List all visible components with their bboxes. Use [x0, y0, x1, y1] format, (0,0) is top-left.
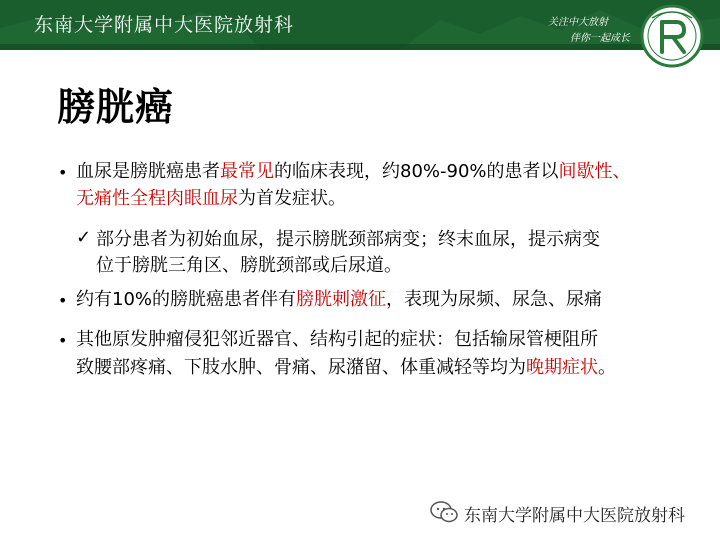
watermark-text: 东南大学附属中大医院放射科	[464, 506, 685, 526]
highlight-segment: 最常见	[220, 161, 274, 182]
text-segment: 部分患者为初始血尿，提示膀胱颈部病变；终末血尿，提示病变	[96, 229, 600, 250]
bullet-marker: •	[58, 163, 68, 182]
text-segment: 约有10%的膀胱癌患者伴有	[76, 289, 297, 310]
hospital-logo-icon	[640, 4, 704, 68]
text-segment: 致腰部疼痛、下肢水肿、骨痛、尿潴留、体重减轻等均为	[76, 357, 526, 378]
text-segment: 为首发症状。	[238, 188, 346, 209]
highlight-segment: 间歇性、	[558, 161, 631, 182]
highlight-segment: 无痛性全程肉眼血尿	[76, 188, 238, 209]
header-banner	[0, 0, 720, 50]
bullet-4-line-2	[76, 355, 616, 381]
bullet-marker: •	[58, 331, 68, 350]
highlight-segment: 晚期症状	[526, 357, 598, 378]
slogan-line-2: 伴你一起成长	[570, 33, 630, 44]
bullet-4-line-1	[76, 327, 598, 353]
bullet-1-line-2	[76, 186, 346, 212]
bullet-2-line-1	[96, 227, 600, 253]
text-segment: 位于膀胱三角区、膀胱颈部或后尿道。	[96, 255, 402, 276]
text-segment: 。	[598, 357, 616, 378]
bullet-marker: •	[58, 291, 68, 310]
text-segment: 其他原发肿瘤侵犯邻近器官、结构引起的症状：包括输尿管梗阻所	[76, 329, 598, 350]
wechat-icon	[430, 500, 458, 524]
bullet-3-line-1	[76, 287, 602, 313]
text-segment: 的临床表现，约80%-90%的患者以	[274, 161, 559, 182]
page-title: 膀胱癌	[57, 85, 175, 129]
bullet-1-line-1	[76, 159, 631, 185]
bullet-2-line-2	[96, 253, 402, 279]
highlight-segment: 膀胱刺激征	[296, 289, 387, 310]
check-icon: ✓	[76, 227, 92, 248]
slogan-line-1: 关注中大放射	[548, 17, 608, 28]
text-segment: 血尿是膀胱癌患者	[76, 161, 220, 182]
header-title: 东南大学附属中大医院放射科	[34, 14, 295, 36]
text-segment: ，表现为尿频、尿急、尿痛	[386, 289, 603, 310]
